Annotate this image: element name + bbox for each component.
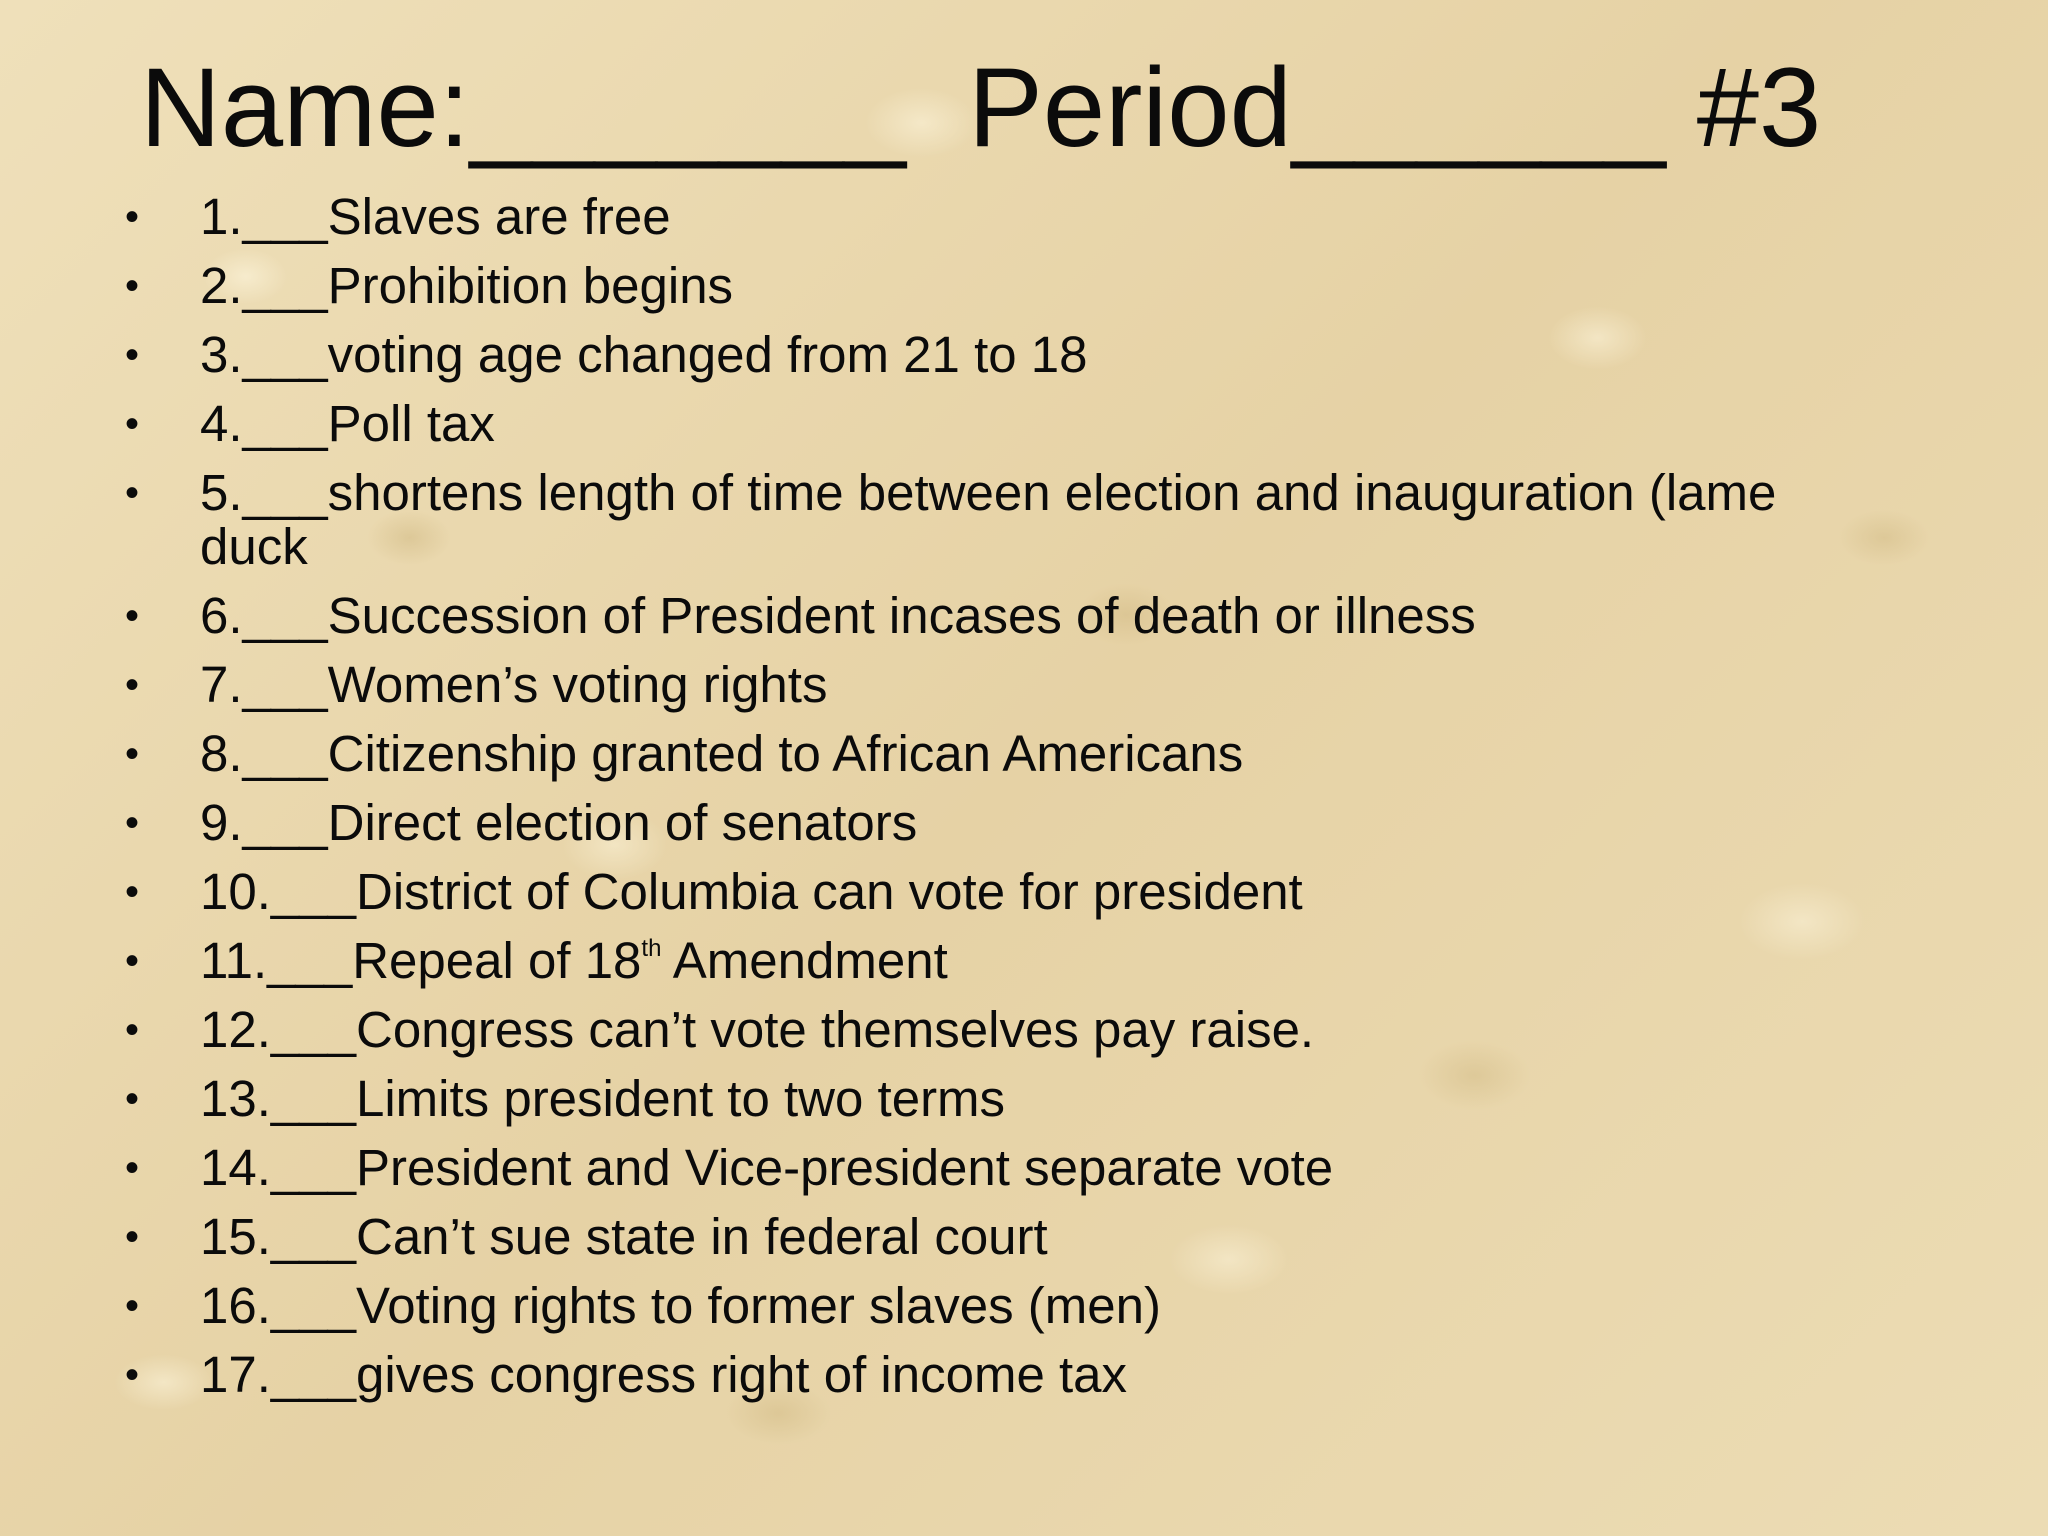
list-item (120, 397, 1880, 451)
list-item-main-text: 8.___Citizenship granted to African Americans (200, 725, 1244, 782)
list-item-main-text: 5.___shortens length of time between election and inauguration (lame duck (200, 464, 1791, 575)
list-item (120, 934, 1880, 988)
list-item-text (200, 257, 733, 314)
list-item (120, 466, 1880, 574)
bullet-icon: • (125, 870, 140, 914)
list-item-text (200, 1139, 1333, 1196)
list-item (120, 259, 1880, 313)
superscript-text: th (641, 935, 662, 962)
bullet-icon: • (125, 663, 140, 707)
list-item-main-text: 1.___Slaves are free (200, 188, 671, 245)
list-item-main-text: 13.___Limits president to two terms (200, 1070, 1006, 1127)
bullet-icon: • (125, 1146, 140, 1190)
list-item (120, 1279, 1880, 1333)
list-item (120, 1141, 1880, 1195)
list-item-text (200, 863, 1303, 920)
list-item (120, 727, 1880, 781)
list-item (120, 328, 1880, 382)
question-list (120, 190, 1880, 1417)
bullet-icon: • (125, 594, 140, 638)
list-item-text (200, 932, 948, 989)
list-item (120, 865, 1880, 919)
list-item-text (200, 1001, 1314, 1058)
bullet-icon: • (125, 1008, 140, 1052)
list-item-main-text: 15.___Can’t sue state in federal court (200, 1208, 1048, 1265)
list-item-main-text: 2.___Prohibition begins (200, 257, 734, 314)
bullet-icon: • (125, 1077, 140, 1121)
list-item-trailing-text: Amendment (661, 932, 948, 989)
list-item-main-text: 9.___Direct election of senators (200, 794, 918, 851)
bullet-icon: • (125, 333, 140, 377)
list-item (120, 658, 1880, 712)
bullet-icon: • (125, 1215, 140, 1259)
list-item-text (200, 587, 1476, 644)
list-item-text (200, 1346, 1127, 1403)
list-item-main-text: 10.___District of Columbia can vote for president (200, 863, 1303, 920)
list-item-main-text: 4.___Poll tax (200, 395, 495, 452)
list-item-main-text: 3.___voting age changed from 21 to 18 (200, 326, 1088, 383)
list-item-text (200, 1277, 1161, 1334)
bullet-icon: • (125, 1284, 140, 1328)
list-item (120, 1210, 1880, 1264)
list-item-text (200, 188, 671, 245)
list-item (120, 589, 1880, 643)
list-item-text (200, 326, 1088, 383)
list-item-text (200, 794, 917, 851)
list-item-text (200, 395, 495, 452)
bullet-icon: • (125, 732, 140, 776)
bullet-icon: • (125, 195, 140, 239)
bullet-icon: • (125, 1353, 140, 1397)
list-item (120, 796, 1880, 850)
list-item (120, 190, 1880, 244)
bullet-icon: • (125, 264, 140, 308)
list-item (120, 1348, 1880, 1402)
list-item-main-text: 11.___Repeal of 18 (200, 932, 642, 989)
list-item-text (200, 1070, 1005, 1127)
bullet-icon: • (125, 801, 140, 845)
list-item-main-text: 16.___Voting rights to former slaves (men) (200, 1277, 1161, 1334)
list-item-text (200, 725, 1243, 782)
list-item-text (200, 1208, 1048, 1265)
bullet-icon: • (125, 402, 140, 446)
list-item-main-text: 6.___Succession of President incases of death or illness (200, 587, 1476, 644)
slide-title: Name:_______ Period______ #3 (140, 45, 1822, 170)
list-item-main-text: 7.___Women’s voting rights (200, 656, 828, 713)
list-item-main-text: 14.___President and Vice-president separate vote (200, 1139, 1334, 1196)
list-item-main-text: 12.___Congress can’t vote themselves pay raise. (200, 1001, 1315, 1058)
bullet-icon: • (125, 471, 140, 515)
list-item (120, 1003, 1880, 1057)
bullet-icon: • (125, 939, 140, 983)
list-item-text (200, 656, 827, 713)
list-item (120, 1072, 1880, 1126)
list-item-text (200, 464, 1791, 575)
list-item-main-text: 17.___gives congress right of income tax (200, 1346, 1128, 1403)
